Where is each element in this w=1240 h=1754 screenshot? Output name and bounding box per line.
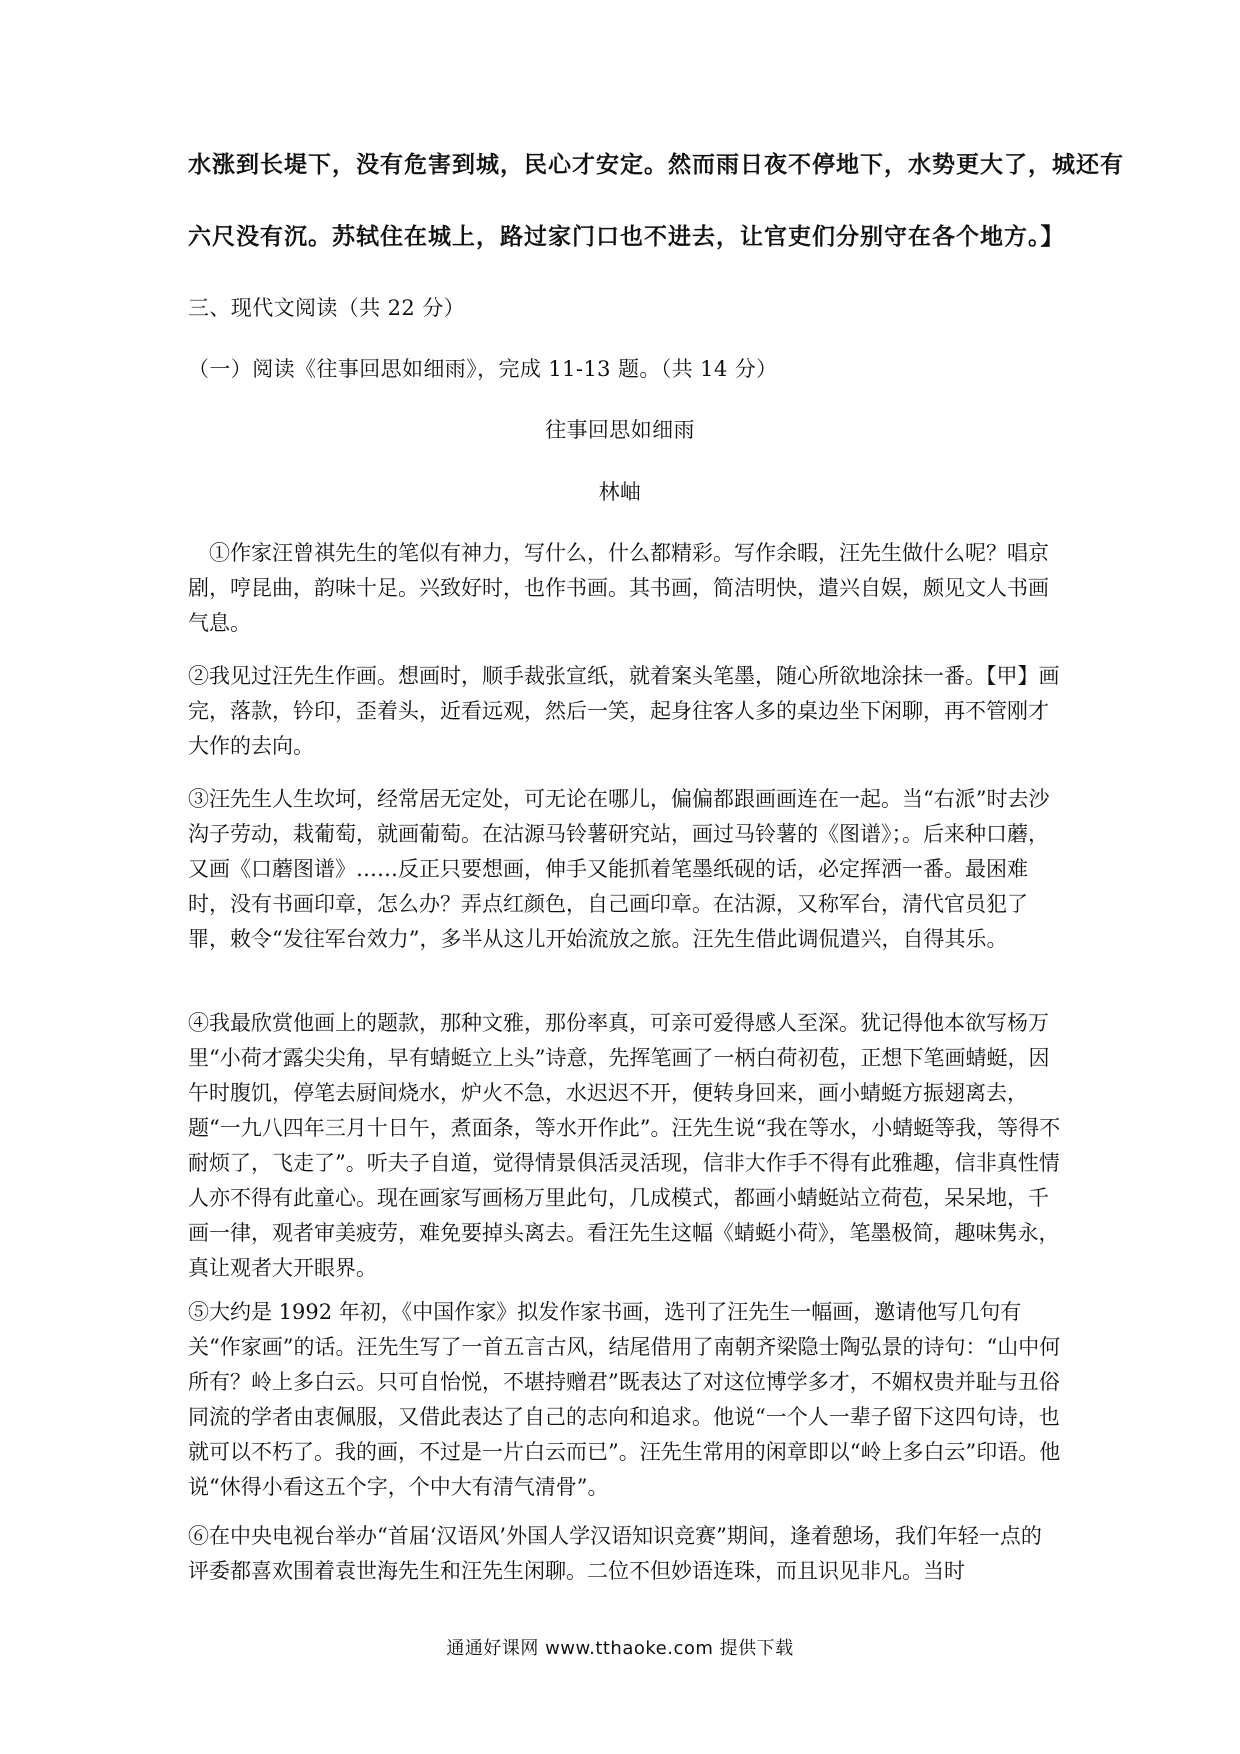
article-author: 林岫 — [598, 480, 642, 504]
paragraph-text: ⑤大约是 1992 年初，《中国作家》拟发作家书画，选刊了汪先生一幅画，邀请他写几句有关“作家画”的话。汪先生写了一首五言古风，结尾借用了南朝齐梁隐士陶弘景的诗句：“山中何所有？岭上多白云。只可自怡悦，不堪持赠君”既表达了对这位博学多才，不媚权贵并耻与丑俗同流的学者由衷佩服，又借此表达了自己的志向和追求。他说“一个人一辈子留下这四句诗，也就可以不朽了。我的画，不过是一片白云而已”。汪先生常用的闲章即以“岭上多白云”印语。他说“休得小看这五个字，个中大有清气清骨”。 — [188, 1300, 1061, 1499]
paragraph-text: ①作家汪曾祺先生的笔似有神力，写什么，什么都精彩。写作余暇，汪先生做什么呢？唱京剧，哼昆曲，韵味十足。兴致好时，也作书画。其书画，简洁明快，遣兴自娱，颇见文人书画气息。 — [188, 541, 1049, 635]
paragraph-5 — [188, 1295, 1062, 1505]
sub-heading: （一）阅读《往事回思如细雨》，完成 11-13 题。（共 14 分） — [188, 357, 778, 381]
paragraph-1 — [188, 536, 1062, 641]
paragraph-text: ③汪先生人生坎坷，经常居无定处，可无论在哪儿，偏偏都跟画画连在一起。当“右派”时去沙沟子劳动，栽葡萄，就画葡萄。在沽源马铃薯研究站，画过马铃薯的《图谱》；。后来种口蘑，又画《口蘑图谱》……反正只要想画，伸手又能抓着笔墨纸砚的话，必定挥洒一番。最困难时，没有书画印章，怎么办？弄点红颜色，自己画印章。在沽源，又称军台，清代官员犯了罪，敕令“发往军台效力”，多半从这儿开始流放之旅。汪先生借此调侃遣兴，自得其乐。 — [188, 787, 1050, 951]
section-heading: 三、现代文阅读（共 22 分） — [188, 296, 466, 320]
paragraph-4 — [188, 1006, 1062, 1286]
paragraph-3 — [188, 782, 1062, 957]
article-title: 往事回思如细雨 — [545, 418, 695, 442]
page-footer: 通通好课网 www.tthaoke.com 提供下载 — [446, 1638, 794, 1659]
paragraph-6 — [188, 1519, 1062, 1589]
translation-line-1: 水涨到长堤下，没有危害到城，民心才安定。然而雨日夜不停地下，水势更大了，城还有 — [188, 151, 1124, 178]
paragraph-2 — [188, 659, 1062, 764]
paragraph-text: ④我最欣赏他画上的题款，那种文雅，那份率真，可亲可爱得感人至深。犹记得他本欲写杨万里“小荷才露尖尖角，早有蜻蜓立上头”诗意，先挥笔画了一柄白荷初苞，正想下笔画蜻蜓，因午时腹饥，停笔去厨间烧水，炉火不急，水迟迟不开，便转身回来，画小蜻蜓方振翅离去，题“一九八四年三月十日午，煮面条，等水开作此”。汪先生说“我在等水，小蜻蜓等我，等得不耐烦了，飞走了”。听夫子自道，觉得情景俱活灵活现，信非大作手不得有此雅趣，信非真性情人亦不得有此童心。现在画家写画杨万里此句，几成模式，都画小蜻蜓站立荷苞，呆呆地，千画一律，观者审美疲劳，难免要掉头离去。看汪先生这幅《蜻蜓小荷》，笔墨极简，趣味隽永，真让观者大开眼界。 — [188, 1011, 1061, 1280]
paragraph-text: ②我见过汪先生作画。想画时，顺手裁张宣纸，就着案头笔墨，随心所欲地涂抹一番。【甲】画完，落款，钤印，歪着头，近看远观，然后一笑，起身往客人多的桌边坐下闲聊，再不管刚才大作的去向。 — [188, 664, 1060, 758]
translation-line-2: 六尺没有沉。苏轼住在城上，路过家门口也不进去，让官吏们分别守在各个地方。】 — [188, 223, 1065, 250]
paragraph-text: ⑥在中央电视台举办“首届‘汉语风’外国人学汉语知识竞赛”期间，逢着憩场，我们年轻一点的评委都喜欢围着袁世海先生和汪先生闲聊。二位不但妙语连珠，而且识见非凡。当时 — [188, 1524, 1042, 1583]
